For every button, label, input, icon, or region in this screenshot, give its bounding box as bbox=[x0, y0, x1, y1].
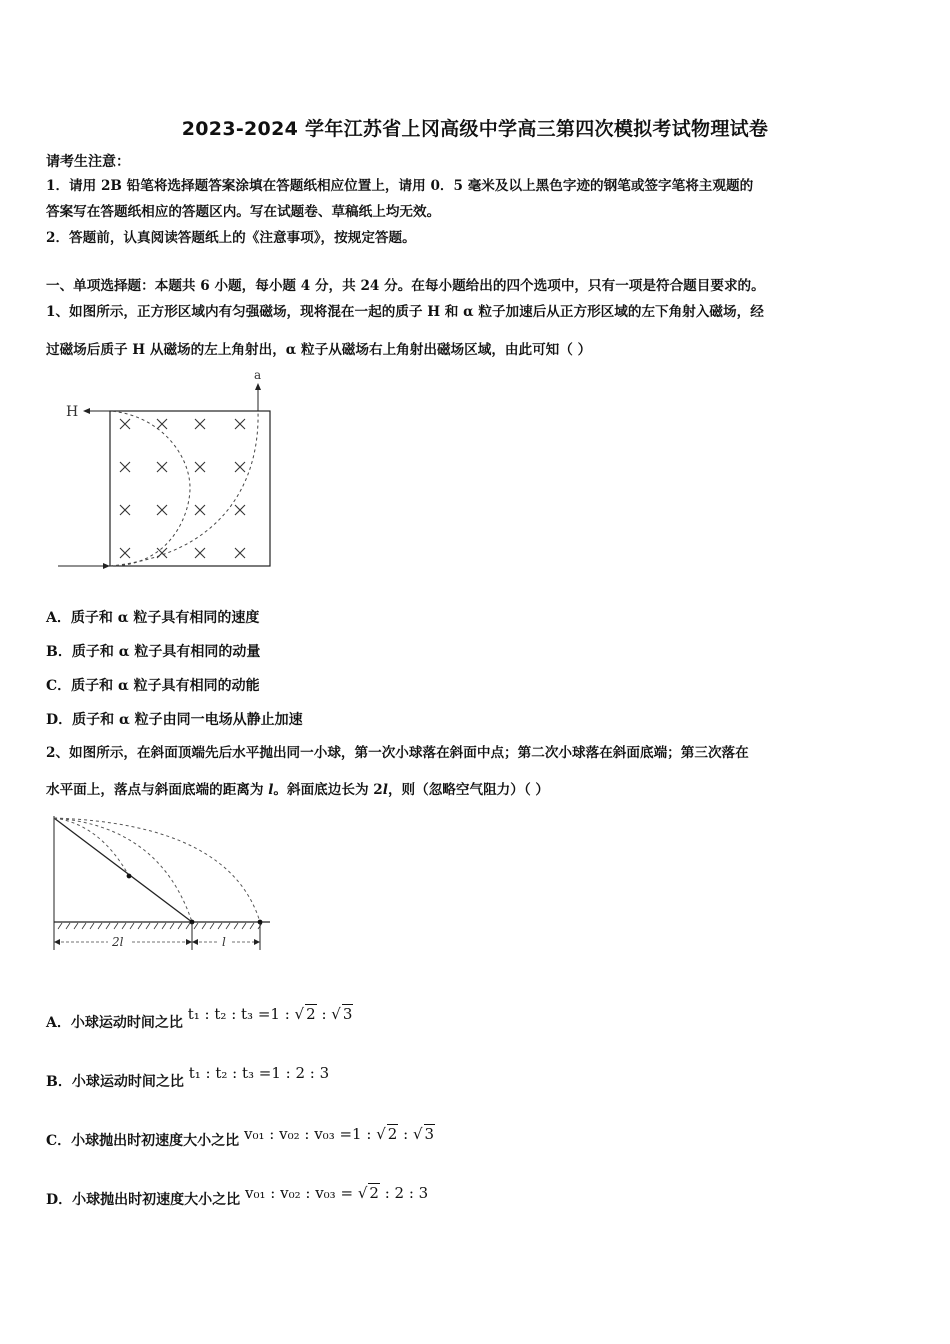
q1-option-b: B．质子和 α 粒子具有相同的动量 bbox=[46, 644, 261, 660]
q2-option-a: A．小球运动时间之比 t₁ : t₂ : t₃ =1 : √ 2 : √ 3 bbox=[46, 1005, 353, 1031]
page-title: 2023-2024 学年江苏省上冈高级中学高三第四次模拟考试物理试卷 bbox=[181, 118, 769, 140]
q1-stem-line-1: 1、如图所示，正方形区域内有匀强磁场，现将混在一起的质子 H 和 α 粒子加速后从正方形区域的左下角射入磁场，经 bbox=[46, 304, 764, 320]
notice-heading: 请考生注意： bbox=[46, 154, 130, 170]
notice-line-1b: 答案写在答题纸相应的答题区内。写在试题卷、草稿纸上均无效。 bbox=[46, 204, 441, 220]
q1-magnetic-field-figure bbox=[50, 365, 290, 580]
svg-text:l: l bbox=[222, 935, 226, 949]
q2-option-d: D．小球抛出时初速度大小之比 v₀₁ : v₀₂ : v₀₃ = √ 2 : 2 : 3 bbox=[46, 1184, 429, 1208]
q1-option-a: A．质子和 α 粒子具有相同的速度 bbox=[46, 610, 260, 626]
svg-text:H: H bbox=[66, 404, 79, 420]
q2-projectile-figure bbox=[50, 812, 280, 957]
svg-text:a: a bbox=[254, 368, 262, 382]
q2-stem-line-2: 水平面上，落点与斜面底端的距离为 l。斜面底边长为 2l，则（忽略空气阻力）（ ） bbox=[46, 782, 549, 798]
q1-option-c: C．质子和 α 粒子具有相同的动能 bbox=[46, 678, 260, 694]
notice-line-2: 2．答题前，认真阅读答题纸上的《注意事项》，按规定答题。 bbox=[46, 230, 416, 246]
q1-stem-line-2: 过磁场后质子 H 从磁场的左上角射出，α 粒子从磁场右上角射出磁场区域，由此可知（ ） bbox=[46, 342, 592, 358]
q2-option-c: C．小球抛出时初速度大小之比 v₀₁ : v₀₂ : v₀₃ =1 : √ 2 : √ 3 bbox=[46, 1125, 435, 1149]
notice-line-1a: 1．请用 2B 铅笔将选择题答案涂填在答题纸相应位置上，请用 0．5 毫米及以上黑色字迹的钢笔或签字笔将主观题的 bbox=[46, 178, 754, 194]
q2-stem-line-1: 2、如图所示，在斜面顶端先后水平抛出同一小球，第一次小球落在斜面中点；第二次小球落在斜面底端；第三次落在 bbox=[46, 745, 749, 761]
svg-text:2l: 2l bbox=[112, 935, 124, 949]
section-heading: 一、单项选择题：本题共 6 小题，每小题 4 分，共 24 分。在每小题给出的四个选项中，只有一项是符合题目要求的。 bbox=[46, 278, 765, 294]
q1-option-d: D．质子和 α 粒子由同一电场从静止加速 bbox=[46, 712, 303, 728]
q2-option-b: B．小球运动时间之比 t₁ : t₂ : t₃ =1 : 2 : 3 bbox=[46, 1064, 330, 1090]
